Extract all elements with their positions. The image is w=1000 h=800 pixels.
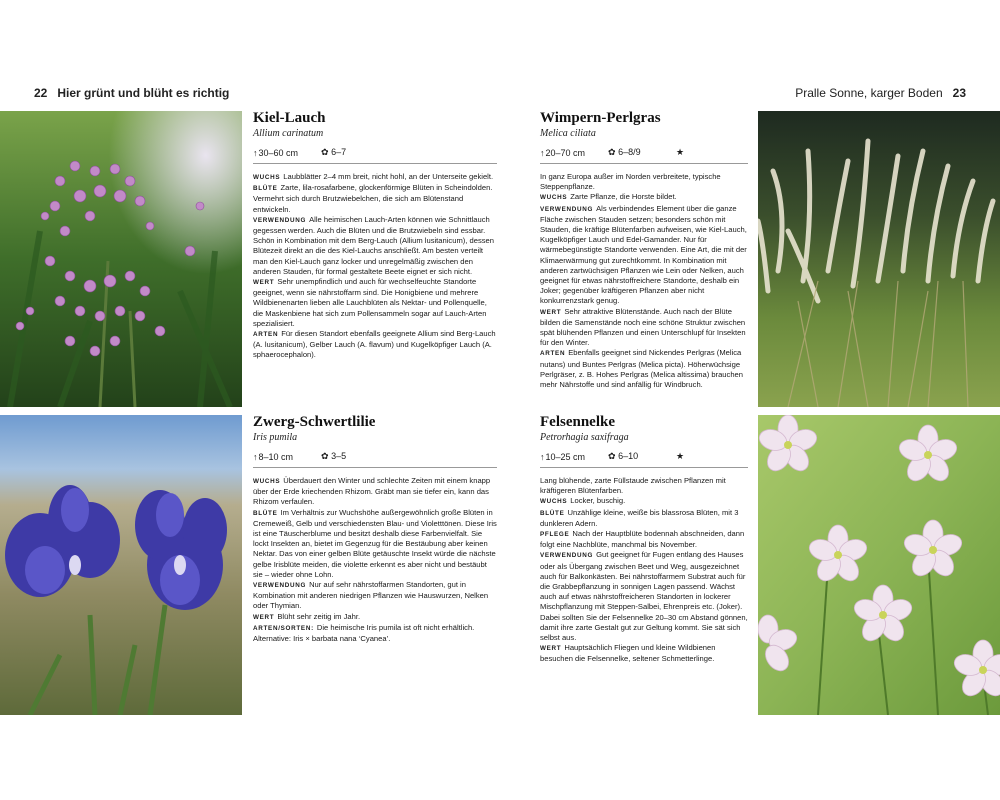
- plant-meta: [253, 451, 497, 468]
- text-verwendung: Alle heimischen Lauch-Arten können wie Schnittlauch gegessen werden. Auch die Blüten und die Brutzwiebeln sind essbar. Schön in Kombination mit dem Berg-Lauch (Allium lusitanicum), dessen Blütezeit direkt an die des Kiel-Lauchs anschließt. Am besten verteilt man den Kiel-Lauch ganz locker und unregelmäßig zwischen den anderen Stauden, für formal gestaltete Beete eignet er sich nicht.: [253, 214, 495, 276]
- entry-felsennelke: [540, 414, 748, 665]
- latin-name: Melica ciliata: [540, 128, 596, 139]
- height-value: 10–25 cm: [545, 451, 586, 462]
- plant-name: Felsennelke: [540, 414, 615, 430]
- latin-name: Allium carinatum: [253, 128, 324, 139]
- bloom-months: 6–7: [331, 147, 347, 157]
- text-pflege: Nach der Hauptblüte bodennah abschneiden, dann folgt eine Nachblüte, manchmal bis November.: [540, 529, 745, 550]
- description: [253, 476, 497, 644]
- label-wert: WERT: [540, 645, 562, 653]
- label-verwendung: VERWENDUNG: [540, 205, 594, 213]
- label-bluete: BLÜTE: [540, 509, 565, 517]
- flower-icon: ✿: [608, 147, 616, 157]
- label-wert: WERT: [253, 279, 275, 287]
- label-arten: ARTEN/SORTEN:: [253, 624, 314, 632]
- plant-name: Zwerg-Schwertlilie: [253, 414, 376, 430]
- photo-zwerg-schwertlilie: [0, 415, 242, 715]
- text-arten: Ebenfalls geeignet sind Nickendes Perlgras (Melica nutans) und Buntes Perlgras (Melica picta). Höherwüchsige Perlgräser, z. B. Hohes Perlgras (Melica altissima) brauchen mehr Nährstoffe und sind anfällig für Windbruch.: [540, 348, 743, 390]
- intro-text: In ganz Europa außer im Norden verbreitete, typische Steppenpflanze.: [540, 172, 721, 192]
- description: [540, 172, 748, 390]
- star-icon: ★: [676, 147, 685, 157]
- arrow-up-icon: ↑: [253, 451, 258, 462]
- text-wert: Sehr unempfindlich und auch für wechselfeuchte Standorte geeignet, wenn sie nährstoffarm sind. Die Honigbiene und mehrere Wildbienenarten lieben alle Lauchblüten als Nektar- und Pollenquelle, die Maskenbiene hat sich zum Pollensammeln sogar auf Lauch-Arten spezialisiert.: [253, 277, 487, 328]
- text-bluete: Unzählige kleine, weiße bis blassrosa Blüten, mit 3 dunkleren Adern.: [540, 507, 739, 528]
- bloom-months: 3–5: [331, 451, 347, 461]
- plant-name: Wimpern-Perlgras: [540, 110, 661, 126]
- chapter-title: Hier grünt und blüht es richtig: [57, 86, 230, 100]
- text-verwendung: Gut geeignet für Fugen entlang des Hauses oder als Übergang zwischen Beet und Weg, ausgezeichnet auch für Balkonkästen. Bei nährstoffarmem Substrat auch für die Grabbepflanzung in sonnigen Lagen passend. Wächst auch auf etwas nährstoffreicheren Standorten in lockerer Mischpflanzung mit Steppen-Salbei, Ehrenpreis etc. (Joker). Dabei sollten Sie der Felsennelke 20–30 cm Abstand gönnen, damit ihre zarte Gestalt gut zur Geltung kommt. Sie sät sich selbst aus.: [540, 550, 748, 643]
- label-wuchs: WUCHS: [540, 498, 568, 506]
- height-value: 30–60 cm: [258, 147, 299, 158]
- plant-meta: [540, 451, 748, 468]
- page-number-right: 23: [952, 86, 966, 100]
- text-wuchs: Laubblätter 2–4 mm breit, nicht hohl, an der Unterseite gekielt.: [283, 172, 494, 181]
- text-wuchs: Überdauert den Winter und schlechte Zeiten mit einem knapp über der Erde kriechenden Rhizom. Gräbt man sie tiefer ein, kann das Rhizom verfaulen.: [253, 476, 491, 507]
- arrow-up-icon: ↑: [540, 451, 545, 462]
- photo-felsennelke: [758, 415, 1000, 715]
- text-verwendung: Nur auf sehr nährstoffarmen Standorten, gut in Kombination mit anderen niedrigen Pflanzen wie Hauswurzen, Nelken oder Thymian.: [253, 580, 489, 611]
- text-bluete: Zarte, lila-rosafarbene, glockenförmige Blüten in Scheindolden. Vermehrt sich durch Brutzwiebelchen, die sich am Blütenstand entwickeln.: [253, 183, 493, 214]
- flower-icon: ✿: [608, 451, 616, 461]
- star-icon: ★: [676, 451, 685, 461]
- text-wert: Hauptsächlich Fliegen und kleine Wildbienen besuchen die Felsennelke, seltener Schmetterlinge.: [540, 643, 716, 664]
- label-wuchs: WUCHS: [253, 174, 281, 181]
- text-wuchs: Locker, buschig.: [570, 496, 626, 506]
- label-pflege: PFLEGE: [540, 531, 570, 539]
- text-verwendung: Als verbindendes Element über die ganze Fläche zwischen Stauden setzen; besonders schön mit Stauden, die kräftige Blütenfarben aufweisen, wie Kiel-Lauch, Kugelköpfiger Lauch und Edel-Gamander. Nur für wärmebegünstigte Standorte verwenden. Eine Art, die mit der Klimaerwärmung gut zurechtkommt. In Kombination mit anderen zartwüchsigen Pflanzen wie Lein oder Nelken, auch geeignet für etwas nährstoffreichere Standorte, deshalb ein Joker; gegenüber kräftigeren Pflanzen aber nicht konkurrenzstark genug.: [540, 203, 747, 306]
- bloom-months: 6–8/9: [618, 147, 641, 157]
- page-number-left: 22: [34, 86, 48, 100]
- text-wert: Blüht sehr zeitig im Jahr.: [277, 611, 361, 621]
- label-wuchs: WUCHS: [253, 478, 281, 485]
- text-arten: Die heimische Iris pumila ist oft nicht erhältlich. Alternative: Iris × barbata nana ‘Cyanea’.: [253, 622, 475, 644]
- text-wuchs: Zarte Pflanze, die Horste bildet.: [570, 192, 677, 202]
- plant-meta: [540, 147, 748, 164]
- label-wert: WERT: [540, 308, 562, 316]
- description: [253, 172, 497, 361]
- arrow-up-icon: ↑: [540, 147, 545, 158]
- flower-icon: ✿: [321, 147, 329, 157]
- label-wuchs: WUCHS: [540, 194, 568, 202]
- text-arten: Für diesen Standort ebenfalls geeignete Allium sind Berg-Lauch (A. lusitanicum), Gelber Lauch (A. flavum) und Kugelköpfiger Lauch (A. sphaerocephalon).: [253, 329, 496, 360]
- description: [540, 476, 748, 665]
- text-wert: Sehr attraktive Blütenstände. Auch nach der Blüte bilden die Samenstände noch eine schöne Struktur zwischen spät blühenden Pflanzen und einen Unterschlupf für Insekten für den Winter.: [540, 306, 746, 348]
- latin-name: Iris pumila: [253, 432, 298, 443]
- flower-icon: ✿: [321, 451, 329, 461]
- label-verwendung: VERWENDUNG: [253, 216, 307, 224]
- bloom-months: 6–10: [618, 451, 639, 461]
- label-arten: ARTEN: [540, 350, 566, 358]
- entry-kiel-lauch: [253, 110, 497, 361]
- label-verwendung: VERWENDUNG: [253, 582, 307, 590]
- label-wert: WERT: [253, 613, 275, 621]
- plant-meta: [253, 147, 497, 164]
- text-bluete: Im Verhältnis zur Wuchshöhe außergewöhnlich große Blüten in Cremeweiß, Gelb und verschiedensten Blau- und Violetttönen. Diese Iris ist eine Täuscherblume und besitzt deshalb diese Farbenvielfalt. Sie lockt Insekten an, bietet im Gegenzug für die Bestäubung aber keinen Nektar. Das von einer gelben Blüte getäuschte Insekt würde die nächste gelbe Irisblüte meiden, die violette erkennt es aber nicht und bestäubt sie – wieder ohne Lohn.: [253, 507, 497, 579]
- arrow-up-icon: ↑: [253, 147, 258, 158]
- label-bluete: BLÜTE: [253, 509, 278, 517]
- intro-text: Lang blühende, zarte Füllstaude zwischen Pflanzen mit kräftigeren Blütenfarben.: [540, 476, 726, 496]
- entry-zwerg-schwertlilie: [253, 414, 497, 644]
- label-verwendung: VERWENDUNG: [540, 552, 594, 560]
- plant-name: Kiel-Lauch: [253, 110, 326, 126]
- latin-name: Petrorhagia saxifraga: [540, 432, 629, 443]
- height-value: 8–10 cm: [258, 451, 294, 462]
- photo-wimpern-perlgras: [758, 111, 1000, 407]
- height-value: 20–70 cm: [545, 147, 586, 158]
- section-title: Pralle Sonne, karger Boden: [795, 86, 943, 100]
- entry-wimpern-perlgras: [540, 110, 748, 390]
- label-bluete: BLÜTE: [253, 185, 278, 193]
- label-arten: ARTEN: [253, 331, 279, 339]
- right-page-header: [795, 86, 966, 100]
- photo-kiel-lauch: [0, 111, 242, 407]
- left-page-header: [34, 86, 229, 100]
